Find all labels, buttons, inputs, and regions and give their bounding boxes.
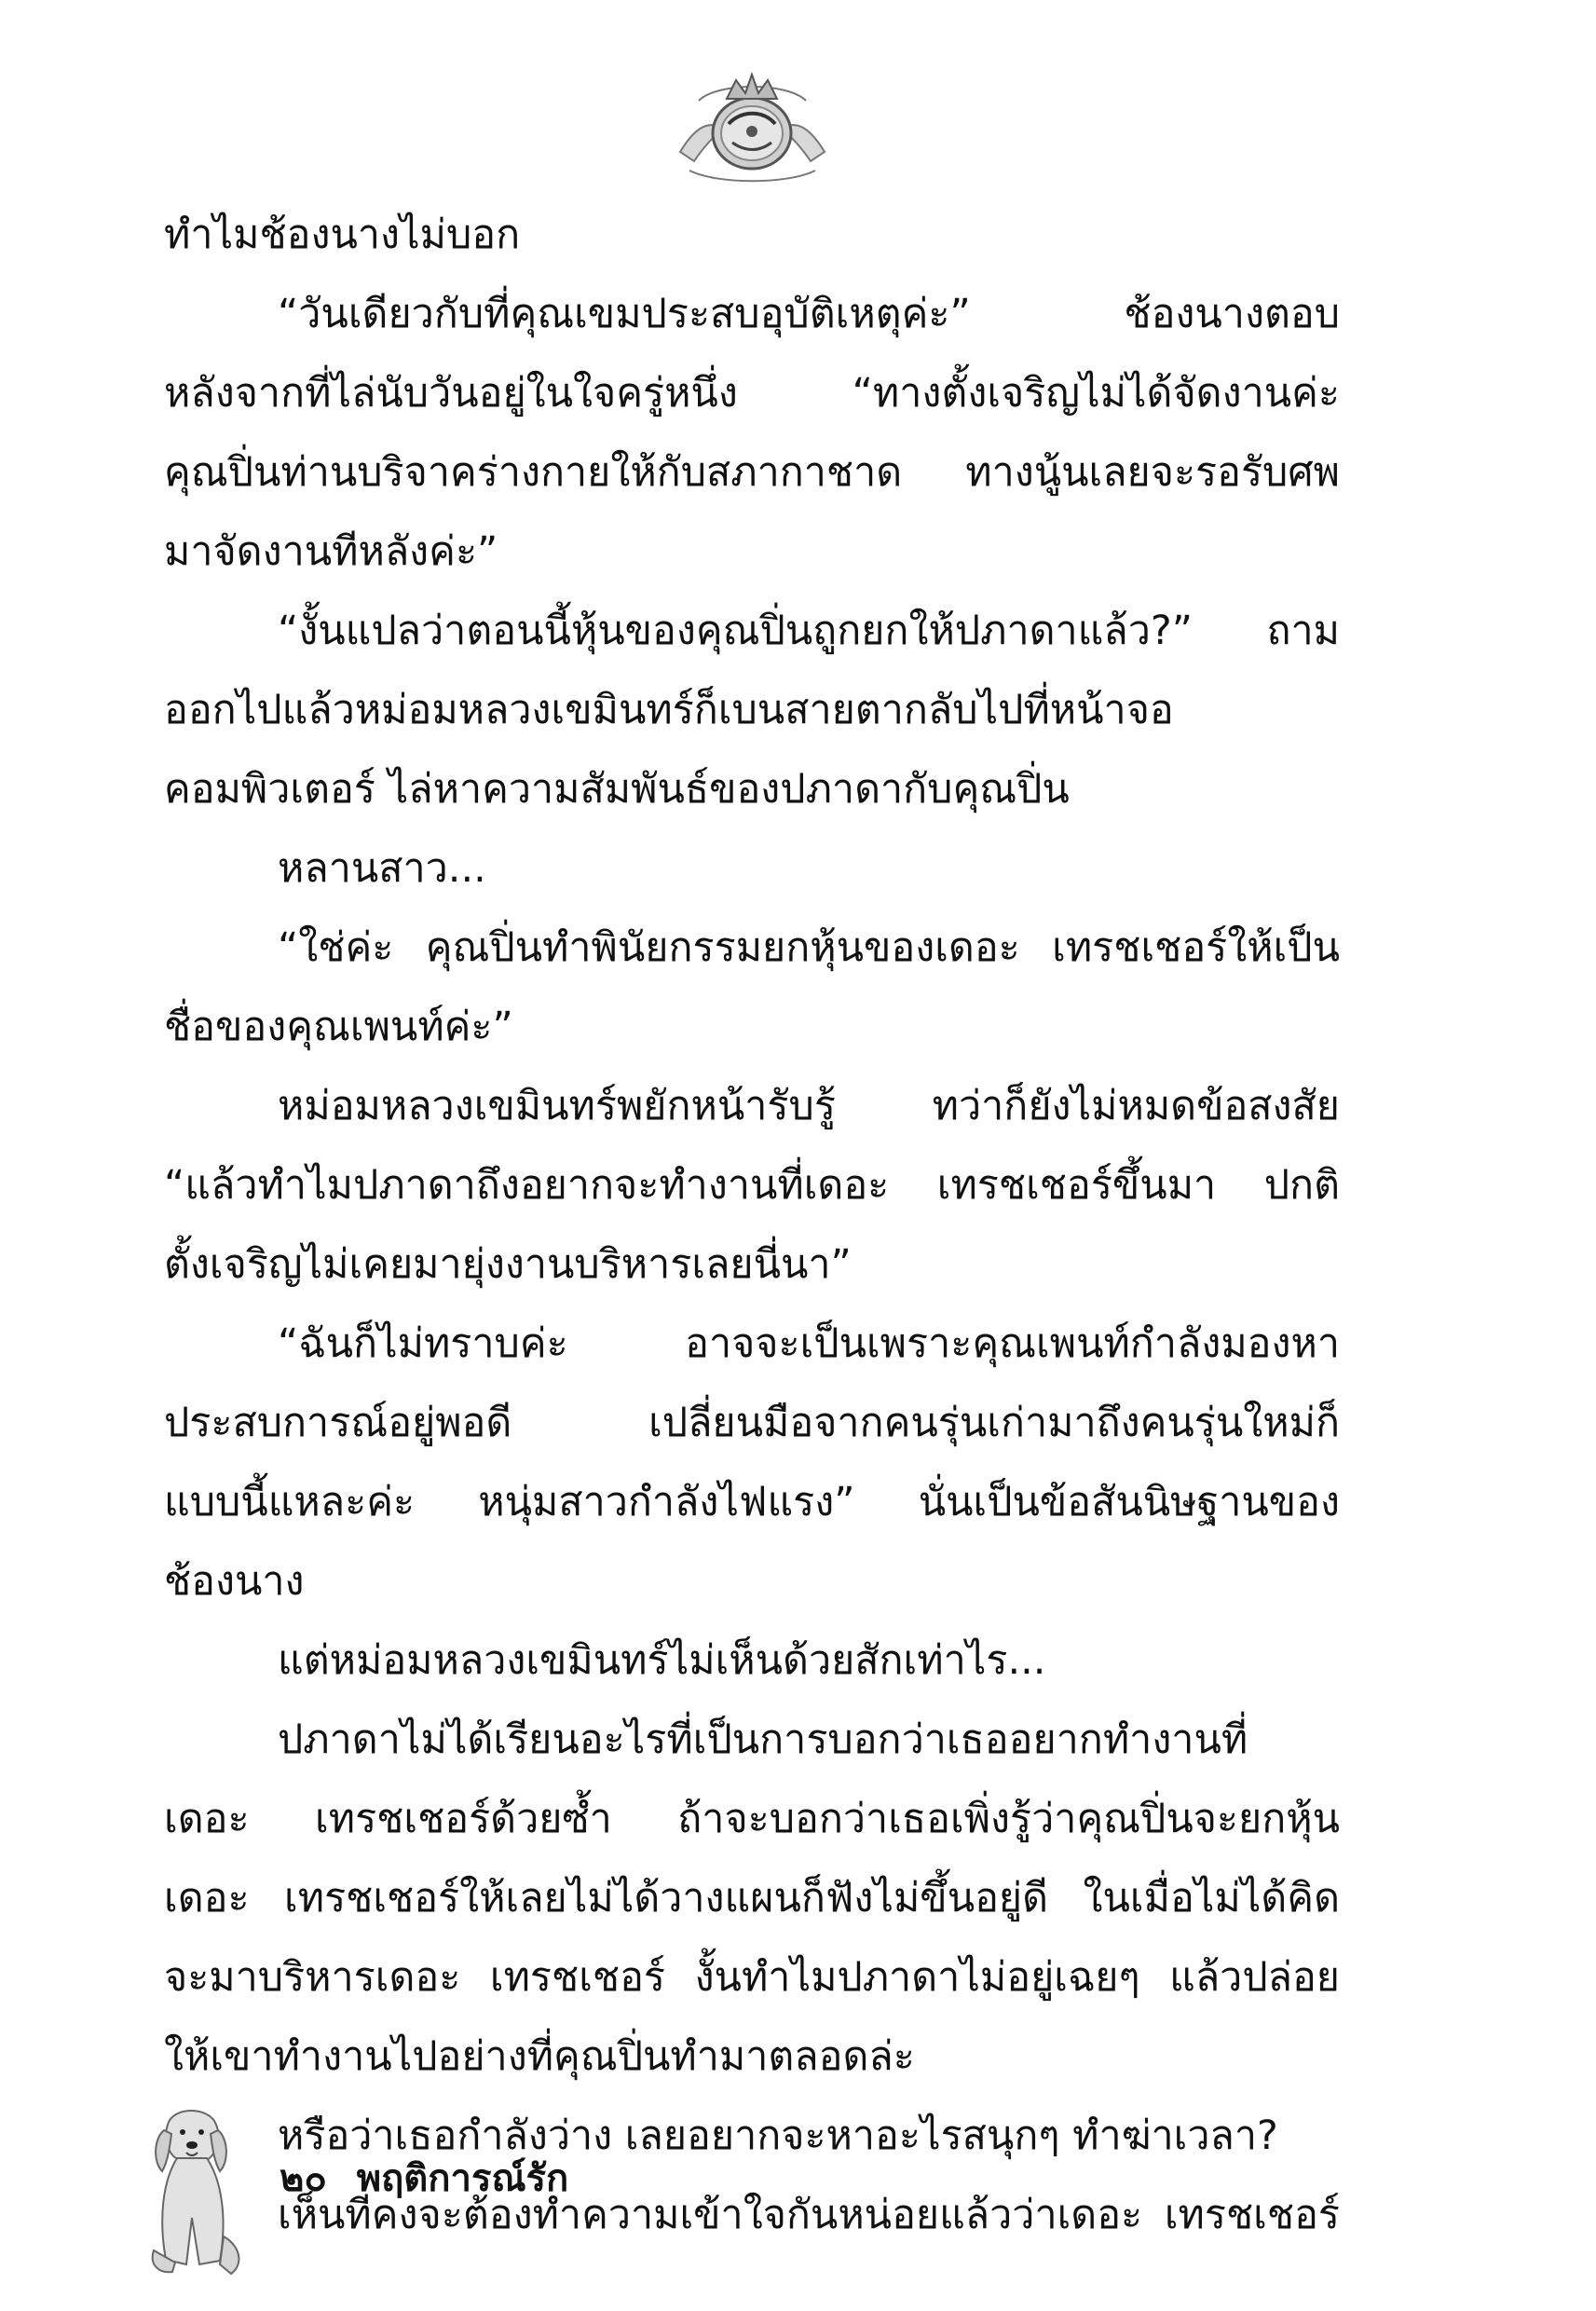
page-number: ๒๐	[280, 2157, 327, 2200]
text-line: ปภาดาไม่ได้เรียนอะไรที่เป็นการบอกว่าเธออยากทำงานที่	[278, 1716, 1248, 1763]
text-line: มาจัดงานทีหลังค่ะ”	[164, 528, 498, 575]
text-line: “แล้วทำไมปภาดาถึงอยากจะทำงานที่เดอะ เทรชเชอร์ขึ้นมา ปกติ	[164, 1162, 1340, 1209]
text-line: เห็นทีคงจะต้องทำความเข้าใจกันหน่อยแล้วว่าเดอะ เทรชเชอร์	[278, 2192, 1340, 2238]
text-line: หรือว่าเธอกำลังว่าง เลยอยากจะหาอะไรสนุกๆ ทำฆ่าเวลา?	[278, 2113, 1278, 2159]
body-text	[164, 196, 1340, 2255]
text-line: เดอะ เทรชเชอร์ด้วยซ้ำ ถ้าจะบอกว่าเธอเพิ่งรู้ว่าคุณปิ่นจะยกหุ้น	[164, 1796, 1340, 1842]
text-line: ช้องนาง	[164, 1558, 305, 1605]
page-footer	[280, 2148, 568, 2208]
text-line: ทำไมช้องนางไม่บอก	[164, 212, 521, 258]
text-line: หลังจากที่ไล่นับวันอยู่ในใจครู่หนึ่ง “ทางตั้งเจริญไม่ได้จัดงานค่ะ	[164, 370, 1340, 417]
header-logo	[671, 63, 834, 189]
text-line: แบบนี้แหละค่ะ หนุ่มสาวกำลังไฟแรง” นั่นเป็นข้อสันนิษฐานของ	[164, 1479, 1340, 1525]
text-line: “ใช่ค่ะ คุณปิ่นทำพินัยกรรมยกหุ้นของเดอะ เทรชเชอร์ให้เป็น	[278, 924, 1340, 971]
text-line: หลานสาว...	[278, 845, 486, 892]
text-line: “ฉันก็ไม่ทราบค่ะ อาจจะเป็นเพราะคุณเพนท์กำลังมองหา	[278, 1320, 1340, 1367]
text-line: แต่หม่อมหลวงเขมินทร์ไม่เห็นด้วยสักเท่าไร...	[278, 1637, 1046, 1684]
text-line: “วันเดียวกับที่คุณเขมประสบอุบัติเหตุค่ะ” ช้องนางตอบ	[278, 291, 1340, 337]
text-line: หม่อมหลวงเขมินทร์พยักหน้ารับรู้ ทว่าก็ยังไม่หมดข้อสงสัย	[278, 1083, 1340, 1129]
text-line: คุณปิ่นท่านบริจาคร่างกายให้กับสภากาชาด ทางนู้นเลยจะรอรับศพ	[164, 449, 1340, 496]
text-line: ให้เขาทำงานไปอย่างที่คุณปิ่นทำมาตลอดล่ะ	[164, 2033, 915, 2080]
text-line: ออกไปแล้วหม่อมหลวงเขมินทร์ก็เบนสายตากลับไปที่หน้าจอ	[164, 687, 1174, 733]
text-line: คอมพิวเตอร์ ไล่หาความสัมพันธ์ของปภาดากับคุณปิ่น	[164, 766, 1070, 813]
text-line: จะมาบริหารเดอะ เทรชเชอร์ งั้นทำไมปภาดาไม่อยู่เฉยๆ แล้วปล่อย	[164, 1954, 1340, 2001]
text-line: ชื่อของคุณเพนท์ค่ะ”	[164, 1004, 513, 1050]
text-line: เดอะ เทรชเชอร์ให้เลยไม่ได้วางแผนก็ฟังไม่ขึ้นอยู่ดี ในเมื่อไม่ได้คิด	[164, 1875, 1340, 1921]
text-line: ตั้งเจริญไม่เคยมายุ่งงานบริหารเลยนี่นา”	[164, 1241, 852, 1288]
text-line: “งั้นแปลว่าตอนนี้หุ้นของคุณปิ่นถูกยกให้ปภาดาแล้ว?” ถาม	[278, 608, 1340, 654]
book-title: พฤติการณ์รัก	[356, 2157, 569, 2200]
text-line: ประสบการณ์อยู่พอดี เปลี่ยนมือจากคนรุ่นเก่ามาถึงคนรุ่นใหม่ก็	[164, 1400, 1340, 1446]
dog-illustration	[130, 2097, 252, 2283]
